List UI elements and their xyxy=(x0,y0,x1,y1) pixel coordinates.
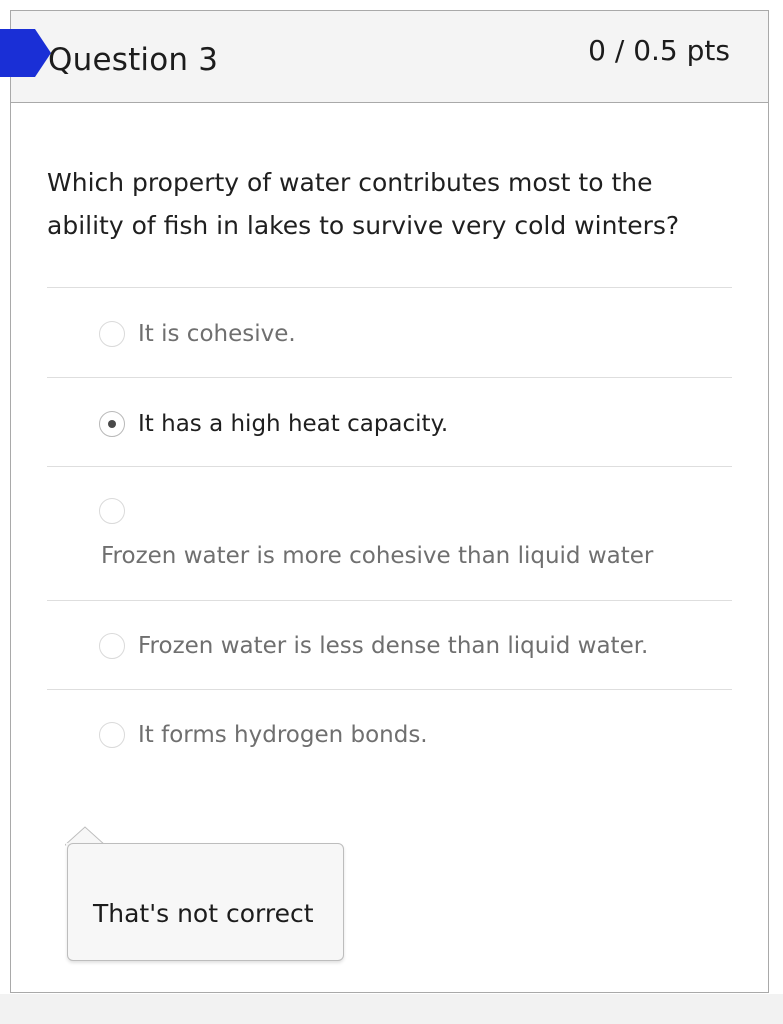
answer-divider xyxy=(47,466,732,467)
answer-radio[interactable] xyxy=(99,498,125,524)
answer-label[interactable]: It is cohesive. xyxy=(138,321,296,347)
question-text xyxy=(47,161,727,247)
answer-radio[interactable] xyxy=(99,321,125,347)
question-header xyxy=(11,11,768,103)
answer-label[interactable]: It forms hydrogen bonds. xyxy=(138,722,428,748)
answer-label[interactable]: It has a high heat capacity. xyxy=(138,411,449,437)
question-points: 0 / 0.5 pts xyxy=(588,34,730,67)
answer-radio-selected[interactable] xyxy=(99,411,125,437)
answer-label[interactable]: Frozen water is less dense than liquid water. xyxy=(138,633,649,659)
answer-divider xyxy=(47,377,732,378)
answer-divider xyxy=(47,689,732,690)
question-text-line: Which property of water contributes most to the xyxy=(47,168,653,197)
answer-label[interactable]: Frozen water is more cohesive than liquid water xyxy=(101,543,654,569)
page-bottom-strip xyxy=(0,994,783,1024)
answer-radio[interactable] xyxy=(99,633,125,659)
answer-radio[interactable] xyxy=(99,722,125,748)
feedback-box xyxy=(67,843,344,961)
question-text-line: ability of fish in lakes to survive very cold winters? xyxy=(47,211,680,240)
feedback-message: That's not correct xyxy=(93,899,314,928)
answer-divider xyxy=(47,287,732,288)
question-title: Question 3 xyxy=(48,42,219,78)
radio-dot-icon xyxy=(108,420,116,428)
question-card xyxy=(10,10,769,993)
answer-divider xyxy=(47,600,732,601)
current-question-marker-icon xyxy=(0,29,51,77)
